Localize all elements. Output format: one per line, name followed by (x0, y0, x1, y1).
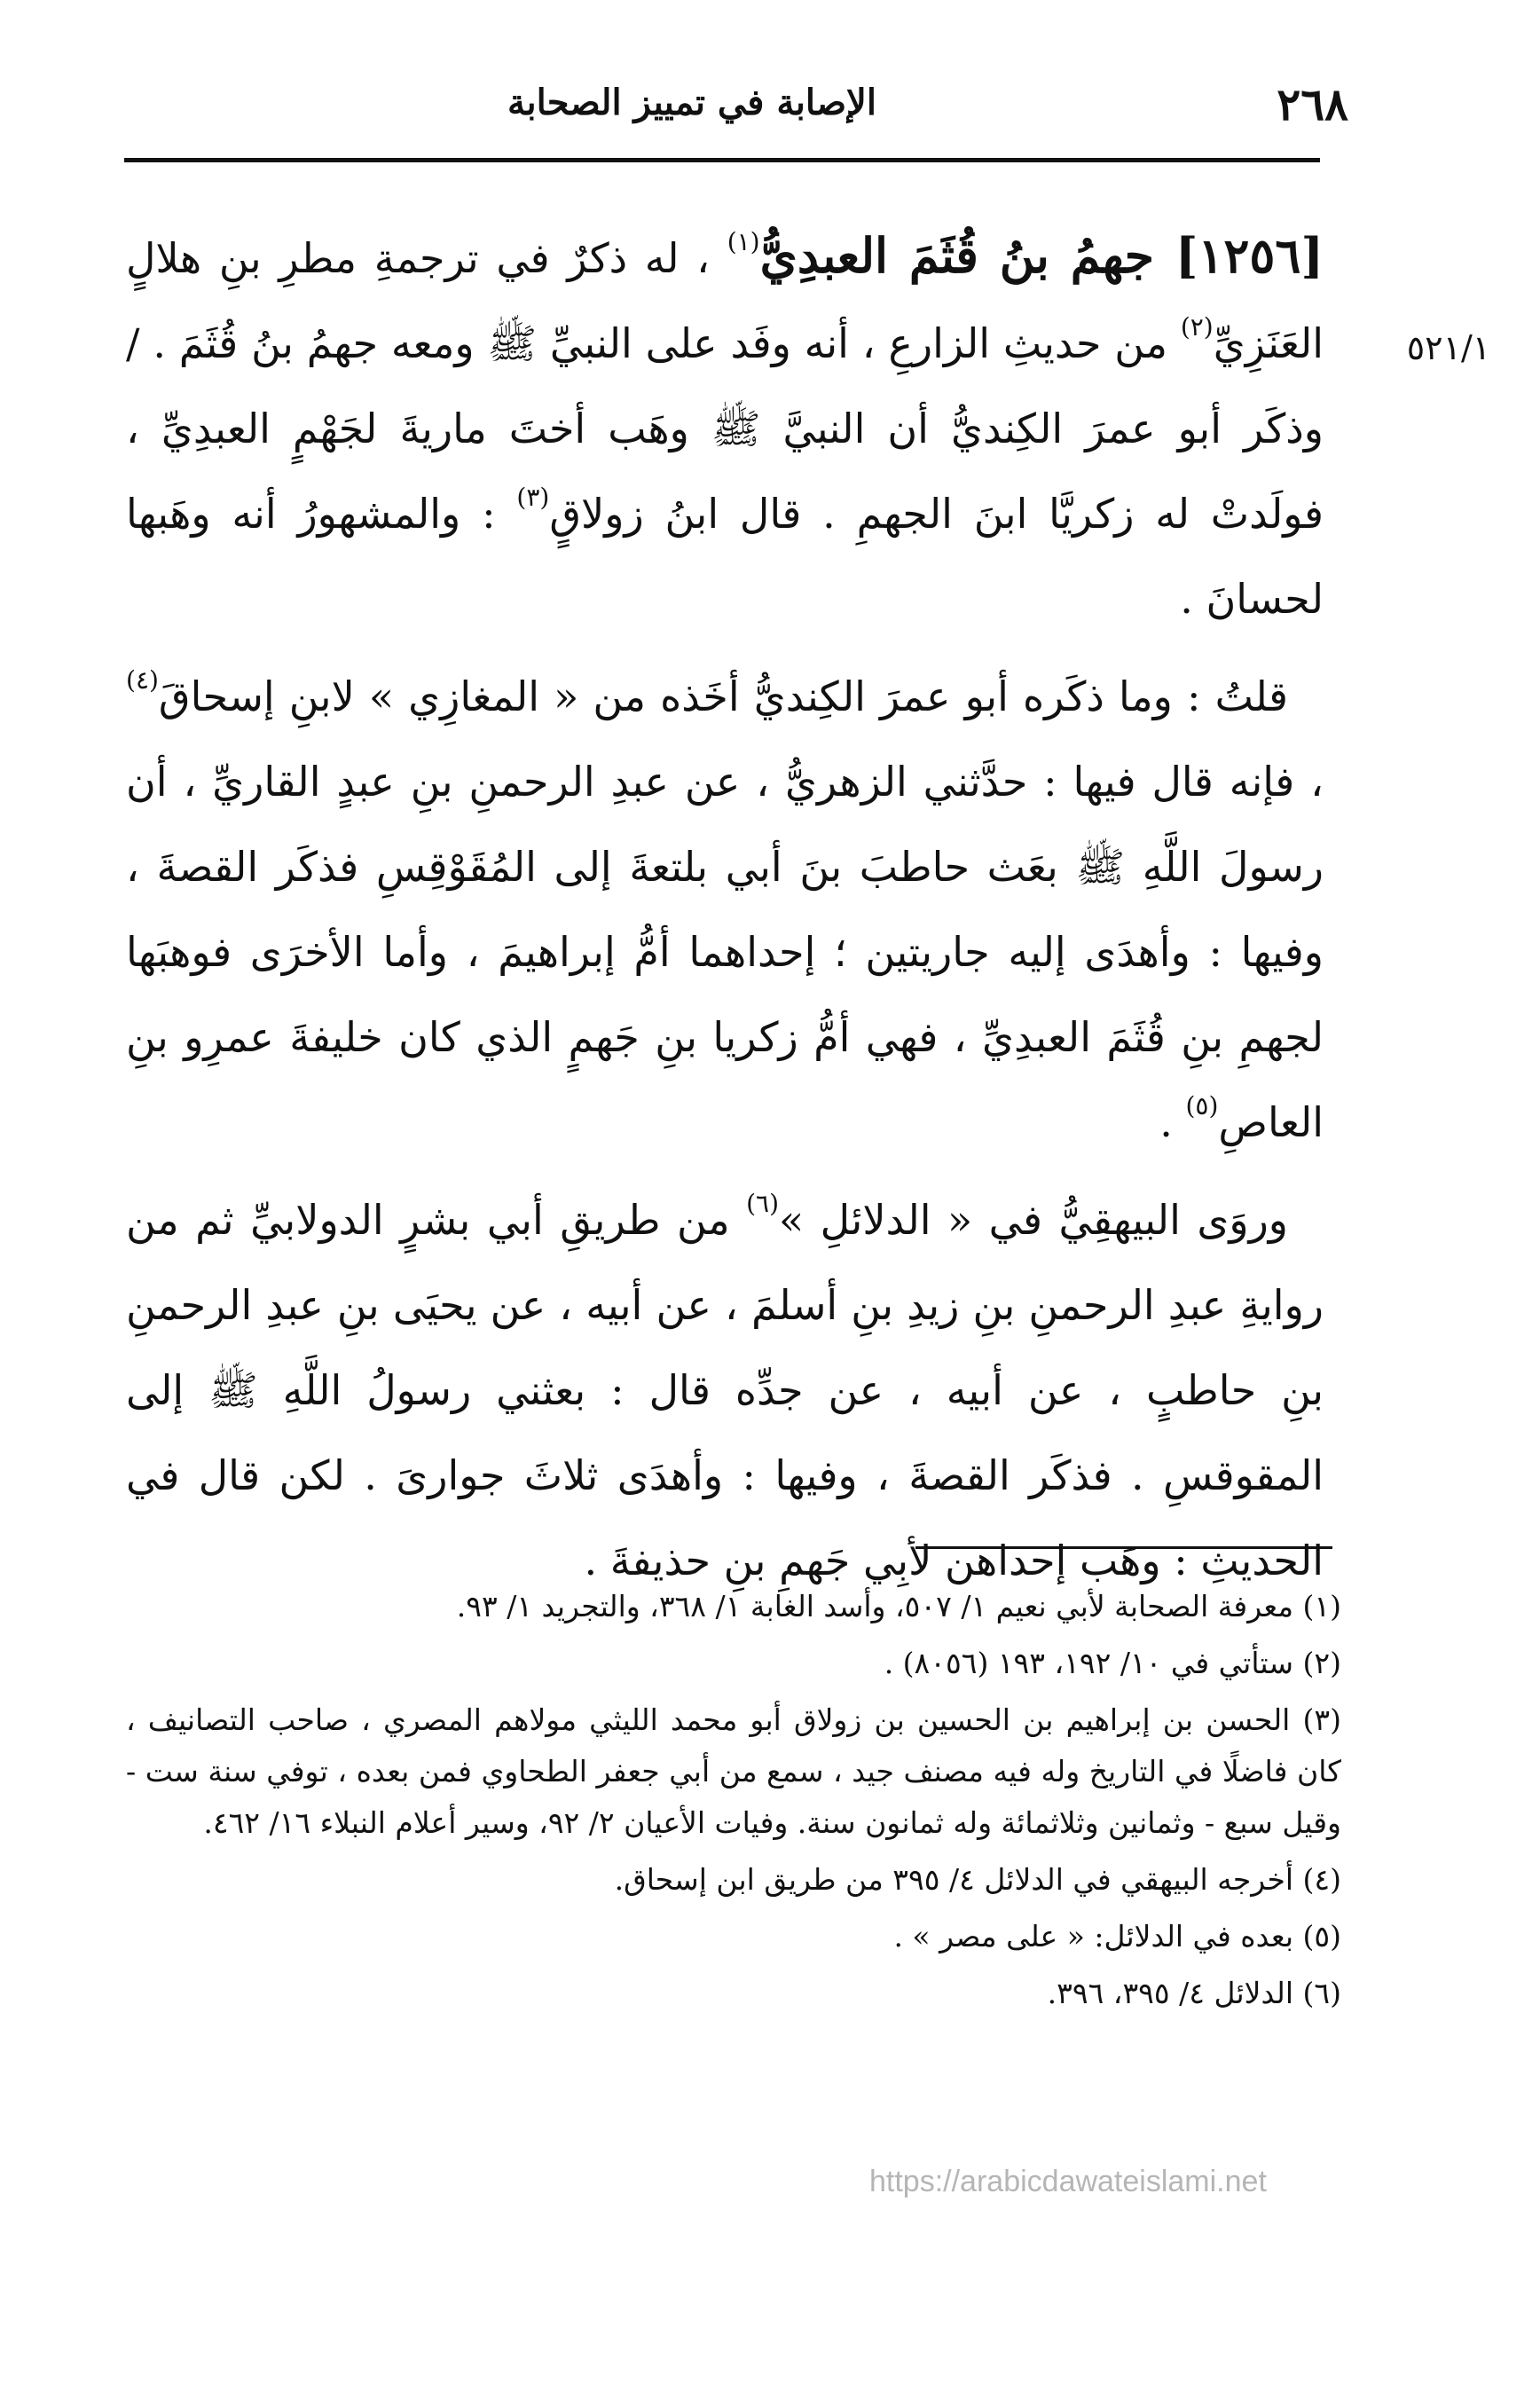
paragraph-text: قلتُ : وما ذكَره أبو عمرَ الكِنديُّ أخَذه من « المغازِي » لابنِ إسحاقَ (158, 672, 1288, 720)
entry-text: : والمشهورُ أنه وهَبها لحسانَ . (126, 490, 1324, 623)
header-rule (124, 158, 1320, 162)
footnote-marker: (٣) (516, 482, 550, 512)
paragraph-2 (126, 654, 1324, 1165)
footnote-marker: (٦) (746, 1188, 780, 1218)
footnote: (٥) بعده في الدلائل: « على مصر » . (893, 1919, 1341, 1954)
paragraph-text: وروَى البيهقِيُّ في « الدلائلِ » (779, 1196, 1289, 1244)
entry-text: ، له ذكرٌ في ترجمةِ مطرِ بنِ هلالٍ العَنَزِيِّ (126, 234, 1324, 367)
main-text (126, 213, 1324, 1603)
running-header-title: الإصابة في تمييز الصحابة (507, 82, 876, 123)
footnote: (١) معرفة الصحابة لأبي نعيم ١/ ٥٠٧، وأسد الغابة ١/ ٣٦٨، والتجريد ١/ ٩٣. (456, 1589, 1341, 1623)
footnote-marker: (٥) (1185, 1090, 1219, 1120)
entry-text: من حديثِ الزارعِ ، أنه وفَد على النبيِّ ﷺ ومعه جهمُ بنُ قُثَمَ . /وذكَر أبو عمرَ الكِنديُّ أن النبيَّ ﷺ وهَب أختَ ماريةَ لجَهْمٍ العبدِيِّ ، فولَدتْ له زكريَّا ابنَ الجهمِ . قال ابنُ زولاقٍ (126, 319, 1324, 538)
entry-heading: [١٢٥٦] جهمُ بنُ قُثَمَ العبدِيُّ (759, 227, 1324, 284)
footnote-rule (915, 1546, 1332, 1549)
paragraph-text: من طريقِ أبي بشرٍ الدولابيِّ ثم من روايةِ عبدِ الرحمنِ بنِ زيدِ بنِ أسلمَ ، عن أبيه ، عن يحيَى بنِ عبدِ الرحمنِ بنِ حاطبٍ ، عن أبيه ، عن جدِّه قال : بعثني رسولُ اللَّهِ ﷺ إلى المقوقسِ . فذكَر القصةَ ، وفيها : وأهدَى ثلاثَ جوارىَ . لكن قال في الحديثِ : وهَب إحداهن لأبِي جَهمِ بنِ حذيفةَ . (126, 1196, 1324, 1584)
footnote: (٣) الحسن بن إبراهيم بن الحسين بن زولاق أبو محمد الليثي مولاهم المصري ، صاحب التصانيف ، كان فاضلًا في التاريخ وله فيه مصنف جيد ، سمع من أبي جعفر الطحاوي فمن بعده ، توفي سنة ست - وقيل سبع - وثمانين وثلاثمائة وله ثمانون سنة. وفيات الأعيان ٢/ ٩٢، وسير أعلام النبلاء ١٦/ ٤٦٢. (126, 1702, 1341, 1840)
paragraph-text: . (1159, 1098, 1186, 1146)
footnotes (126, 1581, 1341, 2024)
footnote: (٢) ستأتي في ١٠/ ١٩٢، ١٩٣ (٨٠٥٦) . (884, 1646, 1341, 1680)
footnote: (٦) الدلائل ٤/ ٣٩٥، ٣٩٦. (1047, 1976, 1341, 2010)
margin-reference: ٥٢١/١ (1406, 328, 1491, 367)
paragraph-3 (126, 1177, 1324, 1603)
paragraph-text: ، فإنه قال فيها : حدَّثني الزهريُّ ، عن عبدِ الرحمنِ بنِ عبدٍ القاريِّ ، أن رسولَ اللَّهِ ﷺ بعَث حاطبَ بنَ أبي بلتعةَ إلى المُقَوْقِسِ فذكَر القصةَ ، وفيها : وأهدَى إليه جاريتين ؛ إحداهما أمُّ إبراهيمَ ، وأما الأخرَى فوهبَها لجهمِ بنِ قُثَمَ العبدِيِّ ، فهي أمُّ زكريا بنِ جَهمٍ الذي كان خليفةَ عمرِو بنِ العاصِ (126, 758, 1324, 1146)
page-number: ٢٦٨ (1277, 78, 1348, 130)
footnote-marker: (٤) (126, 664, 159, 695)
entry-paragraph (126, 213, 1324, 641)
footnote-marker: (١) (727, 226, 760, 256)
footnote-marker: (٢) (1180, 311, 1214, 342)
footnote: (٤) أخرجه البيهقي في الدلائل ٤/ ٣٩٥ من طريق ابن إسحاق. (614, 1862, 1341, 1897)
watermark-url: https://arabicdawateislami.net (869, 2165, 1267, 2198)
